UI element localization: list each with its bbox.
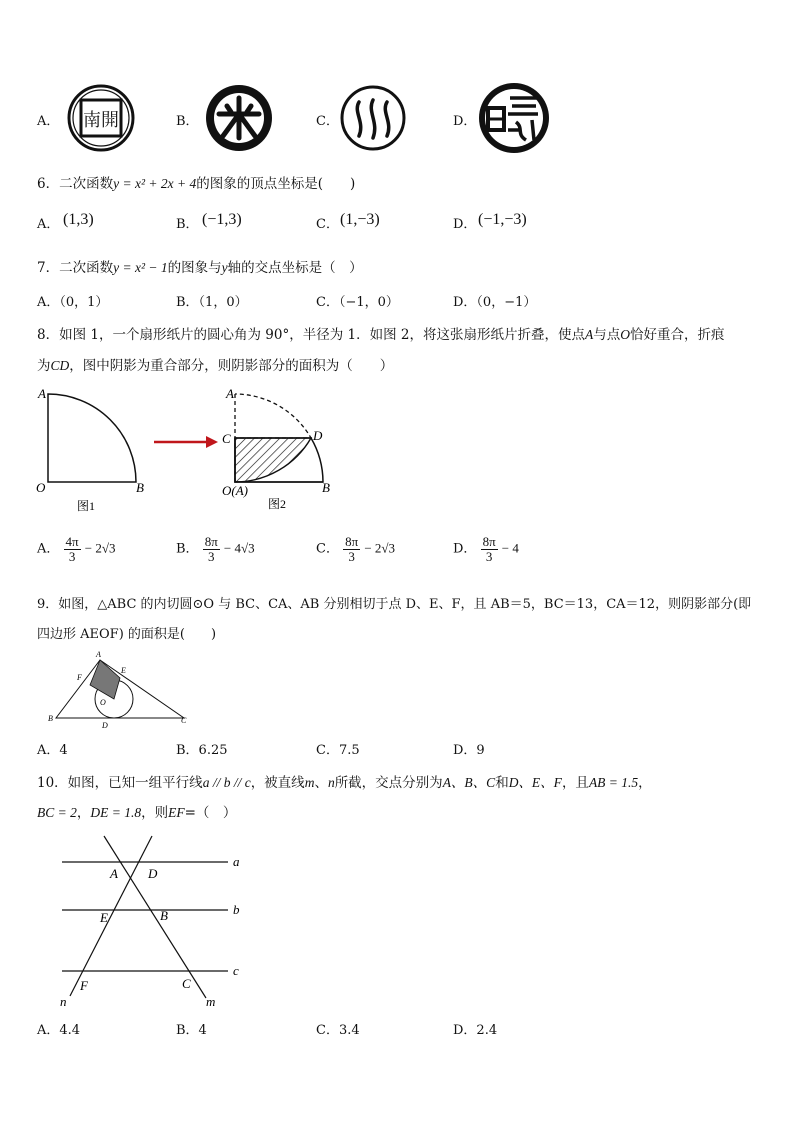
seal-nankai-text: 南開 — [83, 110, 119, 130]
q6-stem — [37, 172, 355, 192]
q7-suffix: 轴的交点坐标是（ ） — [227, 260, 363, 276]
q9-figure — [44, 648, 204, 732]
q8-figure — [30, 382, 340, 514]
q10-label-pt-c: C — [182, 976, 191, 991]
q8-point-a: A — [584, 327, 594, 342]
q8-option-b — [176, 535, 255, 563]
q9-option-d: D．9 — [453, 743, 485, 758]
q8-crease-cd: CD — [50, 358, 70, 373]
seal-chuan-icon — [339, 84, 407, 152]
q8-line1-text-c: 恰好重合，折痕 — [629, 327, 725, 343]
q6-option-a-value: (1,3) — [63, 211, 94, 228]
q7-var: y — [221, 260, 228, 275]
q9-shaded-quadrilateral — [90, 660, 120, 699]
q10-stem-line1 — [37, 771, 652, 791]
q10-bc: BC = 2 — [37, 805, 77, 820]
q10-parallels: a // b // c — [202, 775, 251, 790]
q8-fig2-label-a: A — [226, 386, 234, 401]
q9-option-a: A．4 — [37, 743, 68, 758]
q8-option-b-letter: B． — [176, 541, 199, 557]
q10-label-pt-d: D — [148, 866, 158, 881]
q10-comma2: ， — [76, 805, 91, 821]
q8-stem-line2 — [37, 354, 393, 374]
q7-option-a: A．（0，1） — [37, 295, 109, 310]
q5-option-b-letter: B． — [176, 114, 199, 129]
q8-line2-text-a: 为 — [37, 358, 51, 374]
q9-label-o: O — [100, 698, 106, 707]
q10-label-a-line: a — [233, 854, 240, 869]
q8-line1-text-b: 与点 — [593, 327, 621, 343]
q8-fig2-label-d: D — [313, 428, 323, 443]
q9-stem-line1: 9．如图，△ABC 的内切圆⊙O 与 BC、CA、AB 分别相切于点 D、E、F，且 AB＝5，BC＝13，CA＝12，则阴影部分(即 — [37, 597, 752, 612]
q8-fig2 — [235, 394, 323, 482]
q6-suffix: 的图象的顶点坐标是( ) — [196, 176, 356, 192]
red-arrow-icon — [154, 436, 218, 448]
q8-option-a — [37, 535, 115, 563]
q10-option-c: C．3.4 — [316, 1023, 360, 1038]
q10-text-b: ，被直线 — [250, 775, 305, 791]
q10-option-b: B．4 — [176, 1023, 207, 1038]
q8-option-c-rest: − 2√3 — [364, 540, 396, 556]
q8-option-d-num: 8π — [482, 534, 496, 549]
q10-and: 和 — [495, 775, 509, 791]
q8-fig1-label-o: O — [36, 480, 46, 495]
q10-de: DE = 1.8 — [90, 805, 142, 820]
q9-label-f: F — [77, 673, 82, 682]
q10-line-m — [104, 836, 206, 998]
q9-label-b: B — [48, 714, 53, 723]
q10-points-def: D、E、F — [508, 775, 562, 790]
q8-line2-text-b: ，图中阴影为重合部分，则阴影部分的面积为（ ） — [69, 358, 394, 374]
q10-option-a: A．4.4 — [37, 1023, 81, 1038]
q6-formula: y = x² + 2x + 4 — [113, 176, 197, 191]
q9-label-e: E — [121, 666, 126, 675]
q7-option-b: B．（1，0） — [176, 295, 248, 310]
q8-fig1-caption: 图1 — [77, 499, 96, 513]
q6-option-d-letter: D． — [453, 217, 477, 232]
q9-option-c: C．7.5 — [316, 743, 360, 758]
q10-label-pt-e: E — [100, 910, 108, 925]
q7-stem — [37, 256, 363, 276]
q8-option-c-den: 3 — [348, 548, 355, 564]
q8-option-d-den: 3 — [485, 548, 493, 564]
q7-mid: 的图象与 — [167, 260, 222, 276]
q7-prefix: 7．二次函数 — [37, 260, 114, 276]
q10-figure — [56, 830, 276, 1010]
q8-fig1-sector — [48, 394, 136, 482]
q9-stem-line2: 四边形 AEOF) 的面积是( ) — [37, 627, 217, 642]
q10-line-n — [70, 836, 152, 996]
q8-point-o: O — [620, 327, 630, 342]
q10-label-n: n — [60, 994, 67, 1009]
q8-option-a-num: 4π — [65, 534, 79, 549]
seal-pku-icon — [205, 84, 273, 152]
q8-line1-text-a: 8．如图 1，一个扇形纸片的圆心角为 90°，半径为 1．如图 2，将这张扇形纸片折叠，使点 — [37, 327, 585, 343]
q8-fig2-caption: 图2 — [268, 497, 287, 511]
q10-ef: EF — [168, 805, 185, 820]
q7-option-d: D．（0，−1） — [453, 295, 537, 310]
q10-label-pt-f: F — [80, 978, 88, 993]
q10-line-n: n — [327, 775, 335, 790]
q8-option-c — [316, 535, 395, 563]
q8-stem-line1 — [37, 323, 724, 343]
q5-option-a-letter: A． — [37, 114, 60, 129]
q5-option-d-letter: D． — [453, 114, 477, 129]
q6-option-a-letter: A． — [37, 217, 60, 232]
q8-option-b-num: 8π — [204, 534, 218, 549]
q8-option-b-rest: − 4√3 — [223, 540, 255, 556]
seal-nankai-icon — [67, 84, 135, 152]
q6-option-c-value: (1,−3) — [340, 211, 380, 228]
q8-fig2-label-b: B — [322, 480, 330, 495]
q10-then: ，则 — [141, 805, 169, 821]
q8-fig1-label-a: A — [38, 386, 46, 401]
q7-option-c: C．（−1，0） — [316, 295, 399, 310]
q10-label-pt-b: B — [160, 908, 168, 923]
q10-label-b-line: b — [233, 902, 240, 917]
seal-jinan-icon — [478, 82, 550, 154]
q8-fig1-label-b: B — [136, 480, 144, 495]
q10-stem-line2 — [37, 801, 236, 821]
q8-fig2-label-oa: O(A) — [222, 483, 248, 498]
q8-option-d — [453, 535, 519, 563]
q10-points-abc: A、B、C — [442, 775, 496, 790]
q10-text-d: ，且 — [561, 775, 589, 791]
q10-label-m: m — [206, 994, 216, 1009]
q8-option-a-rest: − 2√3 — [84, 540, 116, 556]
q8-option-a-den: 3 — [68, 548, 76, 564]
q10-text-c: 所截，交点分别为 — [334, 775, 443, 791]
q10-end: =（ ） — [184, 805, 237, 821]
q6-option-d-value: (−1,−3) — [478, 211, 527, 228]
q10-line-m: m — [304, 775, 315, 790]
q8-option-c-num: 8π — [345, 534, 359, 549]
q10-label-c-line: c — [233, 963, 239, 978]
q10-ab: AB = 1.5 — [588, 775, 639, 790]
q6-option-b-letter: B． — [176, 217, 199, 232]
q8-option-b-den: 3 — [207, 548, 215, 564]
q6-prefix: 6．二次函数 — [37, 176, 114, 192]
q8-option-c-letter: C． — [316, 541, 339, 557]
q8-option-d-rest: − 4 — [501, 540, 519, 556]
q8-shaded-region — [235, 438, 311, 482]
q8-option-d-letter: D． — [453, 541, 477, 557]
q10-comma1: ， — [638, 775, 652, 791]
q8-option-a-letter: A． — [37, 541, 60, 557]
q7-formula: y = x² − 1 — [113, 260, 168, 275]
q6-option-c-letter: C． — [316, 217, 339, 232]
q8-fig2-label-c: C — [222, 431, 231, 446]
q6-option-b-value: (−1,3) — [202, 211, 242, 228]
q10-option-d: D．2.4 — [453, 1023, 498, 1038]
q10-label-pt-a: A — [110, 866, 118, 881]
q10-text-a: 10．如图，已知一组平行线 — [37, 775, 203, 791]
q9-label-c: C — [181, 716, 187, 725]
q10-sep: 、 — [314, 775, 328, 791]
q9-label-a: A — [96, 650, 101, 659]
q9-option-b: B．6.25 — [176, 743, 228, 758]
q5-option-c-letter: C． — [316, 114, 339, 129]
q9-label-d: D — [102, 721, 108, 730]
